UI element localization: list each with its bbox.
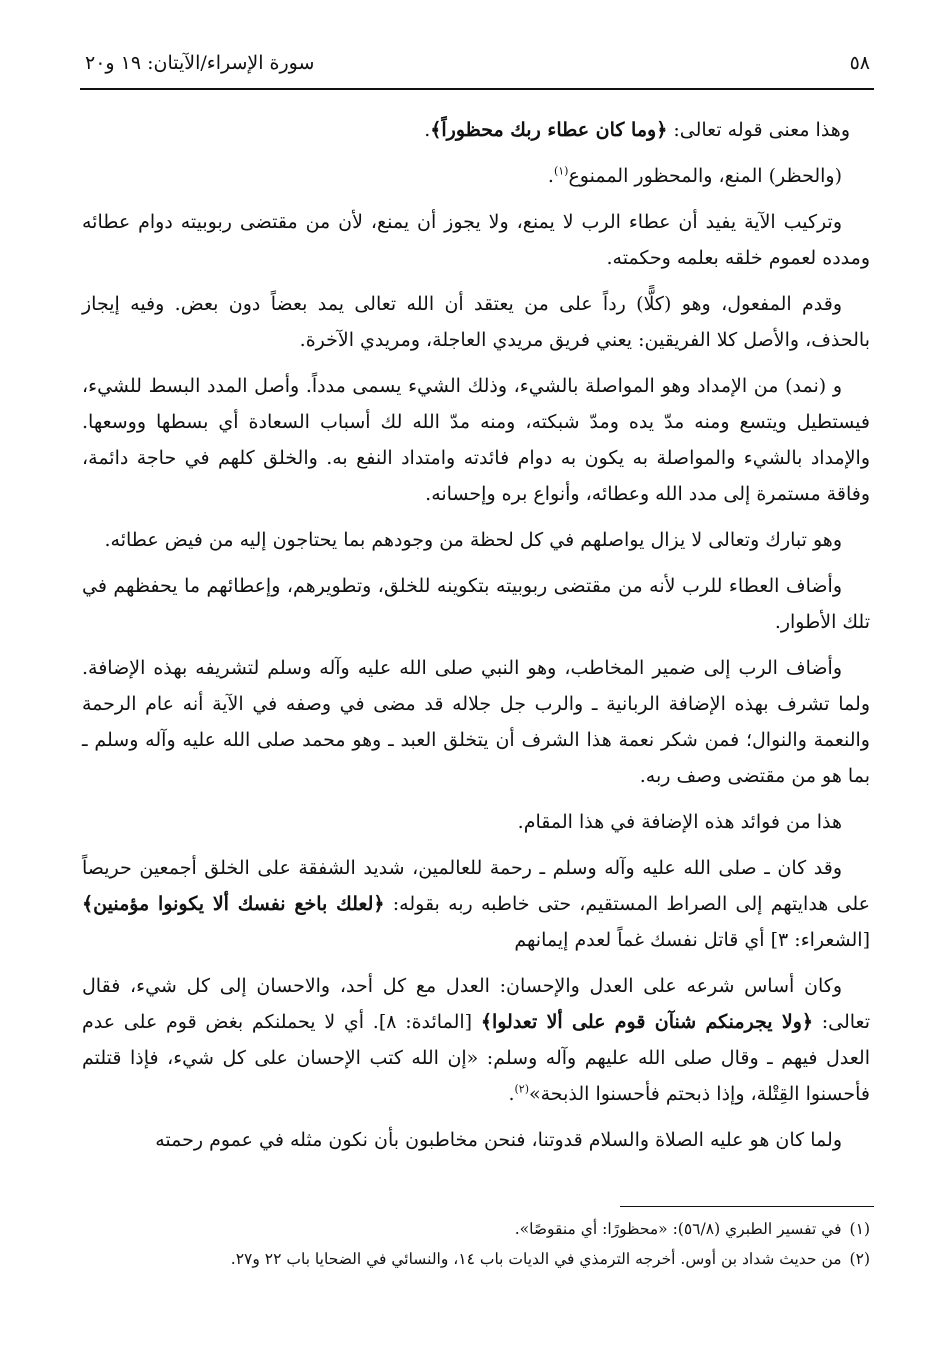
quran-verse: ﴿ولا يجرمنكم شنآن قوم على ألا تعدلوا﴾ <box>480 1011 813 1033</box>
paragraph-2-text: (والحظر) المنع، والمحظور الممنوع <box>568 165 842 187</box>
paragraph-10-text: وقد كان ـ صلى الله عليه وآله وسلم ـ رحمة للعالمين، شديد الشفقة على الخلق أجمعين حريصاً على هدايتهم إلى الصراط المستقيم، حتى خاطبه ربه بقوله: <box>82 857 870 915</box>
paragraph-1-end: . <box>424 119 431 141</box>
paragraph-4: وقدم المفعول، وهو (كلًّا) رداً على من يعتقد أن الله تعالى يمد بعضاً دون بعض. وفيه إيجاز بالحذف، والأصل كلا الفريقين: يعني فريق مريدي العاجلة، ومريدي الآخرة. <box>82 293 870 351</box>
paragraph-3: وتركيب الآية يفيد أن عطاء الرب لا يمنع، ولا يجوز أن يمنع، لأن من مقتضى ربوبيته دوام عطائه ومدده لعموم خلقه بعلمه وحكمته. <box>82 211 870 269</box>
footnote-text: في تفسير الطبري (٥٦/٨): «محظورًا: أي منقوصًا». <box>514 1220 842 1238</box>
paragraph-10-end: [الشعراء: ٣] أي قاتل نفسك غماً لعدم إيمانهم <box>514 929 870 951</box>
quran-verse: ﴿لعلك باخع نفسك ألا يكونوا مؤمنين﴾ <box>82 893 385 915</box>
page-number: ٥٨ <box>849 52 870 74</box>
paragraph-6: وهو تبارك وتعالى لا يزال يواصلهم في كل لحظة من وجودهم بما يحتاجون إليه من فيض عطائه. <box>104 529 842 551</box>
footnote-ref-1: (١) <box>553 164 569 178</box>
footnote-rule <box>620 1206 874 1207</box>
running-title: سورة الإسراء/الآيتان: ١٩ و٢٠ <box>85 52 315 74</box>
footnotes <box>82 1214 870 1274</box>
paragraph-2-end: . <box>547 165 554 187</box>
footnote-ref-2: (٢) <box>514 1082 529 1096</box>
footnote-text: من حديث شداد بن أوس. أخرجه الترمذي في الديات باب ١٤، والنسائي في الضحايا باب ٢٢ و٢٧. <box>230 1250 842 1268</box>
page-body <box>82 112 870 1168</box>
paragraph-7: وأضاف العطاء للرب لأنه من مقتضى ربوبيته بتكوينه للخلق، وتطويرهم، وإعطائهم ما يحفظهم في تلك الأطوار. <box>82 575 870 633</box>
footnote-1 <box>82 1214 870 1244</box>
page-header <box>85 52 870 84</box>
paragraph-11-end: . <box>508 1083 515 1105</box>
paragraph-11-text: وكان أساس شرعه على العدل والإحسان: العدل مع كل أحد، والاحسان إلى كل شيء، فقال تعالى: <box>82 975 871 1033</box>
paragraph-12: ولما كان هو عليه الصلاة والسلام قدوتنا، فنحن مخاطبون بأن نكون مثله في عموم رحمته <box>155 1129 842 1151</box>
footnote-2 <box>82 1244 870 1274</box>
paragraph-5: و (نمد) من الإمداد وهو المواصلة بالشيء، وذلك الشيء يسمى مدداً. وأصل المدد البسط للشيء، فيستطيل ويتسع ومنه مدّ يده ومدّ شبكته، ومنه مدّ الله لك أسباب السعادة أي بسطها ووسعها. والإمداد بالشيء والمواصلة به يكون به دوام فائدته وامتداد النفع به. والخلق كلهم في حاجة دائمة، وفاقة مستمرة إلى مدد الله وعطائه، وأنواع بره وإحسانه. <box>82 375 871 505</box>
paragraph-8: وأضاف الرب إلى ضمير المخاطب، وهو النبي صلى الله عليه وآله وسلم لتشريفه بهذه الإضافة. ولما تشرف بهذه الإضافة الربانية ـ والرب جل جلاله قد مضى في وصفه في الآية أنه عام الرحمة والنعمة والنوال؛ فمن شكر نعمة هذا الشرف أن يتخلق العبد ـ وهو محمد صلى الله عليه وآله وسلم ـ بما هو من مقتضى وصف ربه. <box>82 657 870 787</box>
footnote-number: (١) <box>849 1220 870 1238</box>
footnote-number: (٢) <box>849 1250 870 1268</box>
paragraph-10 <box>82 850 870 958</box>
header-rule <box>80 88 874 90</box>
paragraph-9: هذا من فوائد هذه الإضافة في هذا المقام. <box>517 811 842 833</box>
paragraph-1-text: وهذا معنى قوله تعالى: <box>667 119 850 141</box>
paragraph-11 <box>82 968 870 1112</box>
paragraph-1 <box>82 112 870 148</box>
paragraph-2 <box>82 158 870 194</box>
quran-verse: ﴿وما كان عطاء ربك محظوراً﴾ <box>430 119 668 141</box>
paragraph-11-middle: [المائدة: ٨]. أي لا يحملنكم بغض قوم على عدم العدل فيهم ـ وقال صلى الله عليهم وآله وسلم: «إن الله كتب الإحسان على كل شيء، فإذا قتلتم فأحسنوا القِتْلة، وإذا ذبحتم فأحسنوا الذبحة» <box>82 1011 870 1105</box>
